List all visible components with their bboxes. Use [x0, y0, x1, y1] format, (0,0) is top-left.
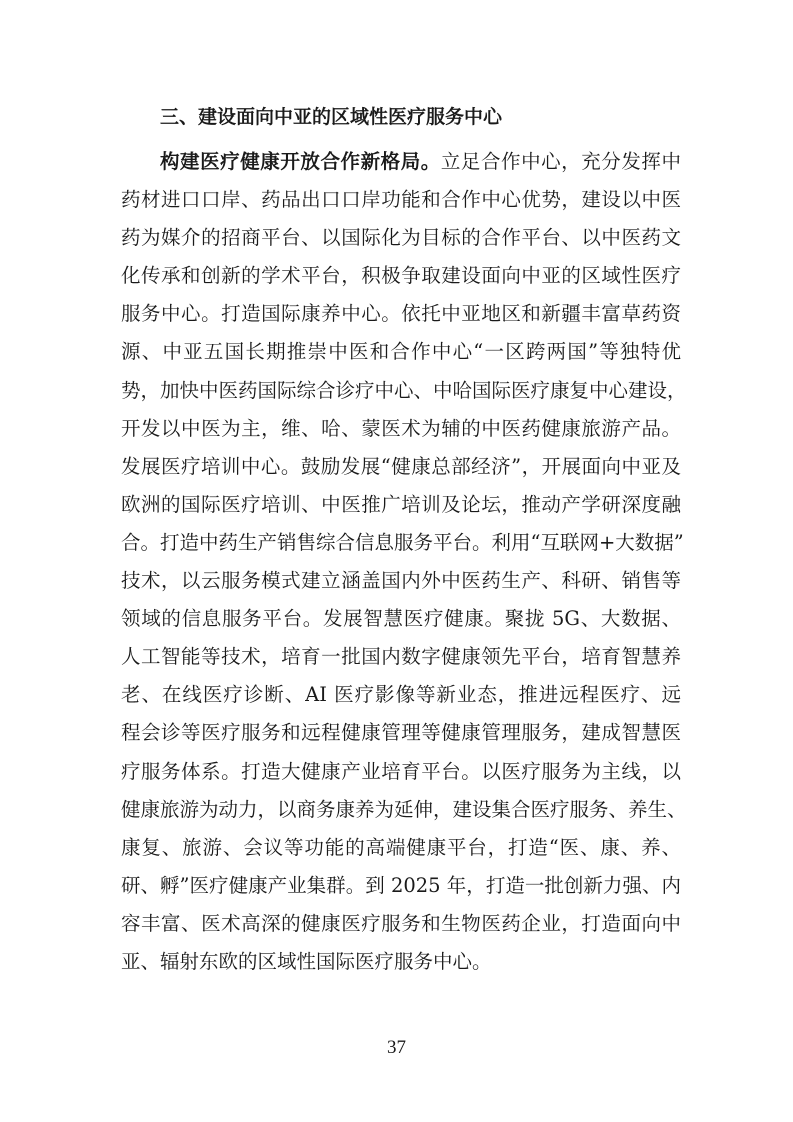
paragraph-line: 药材进口口岸、药品出口口岸功能和合作中心优势，建设以中医 — [121, 188, 681, 212]
paragraph-line: 程会诊等医疗服务和远程健康管理等健康管理服务，建成智慧医 — [121, 721, 681, 745]
paragraph-line: 老、在线医疗诊断、AI 医疗影像等新业态，推进远程医疗、远 — [121, 683, 681, 707]
paragraph-line: 合。打造中药生产销售综合信息服务平台。利用“互联网+大数据” — [121, 530, 684, 554]
paragraph-line: 势，加快中医药国际综合诊疗中心、中哈国际医疗康复中心建设， — [121, 378, 687, 402]
paragraph-line: 技术，以云服务模式建立涵盖国内外中医药生产、科研、销售等 — [121, 569, 681, 593]
paragraph-line: 领域的信息服务平台。发展智慧医疗健康。聚拢 5G、大数据、 — [121, 607, 681, 631]
paragraph-line: 康复、旅游、会议等功能的高端健康平台，打造“医、康、养、 — [121, 835, 681, 859]
paragraph-line: 发展医疗培训中心。鼓励发展“健康总部经济”，开展面向中亚及 — [121, 454, 681, 478]
paragraph-line: 健康旅游为动力，以商务康养为延伸，建设集合医疗服务、养生、 — [121, 797, 687, 821]
paragraph-line: 疗服务体系。打造大健康产业培育平台。以医疗服务为主线，以 — [121, 759, 681, 783]
paragraph-line-text: 立足合作中心，充分发挥中 — [440, 150, 681, 173]
paragraph-line: 源、中亚五国长期推崇中医和合作中心“一区跨两国”等独特优 — [121, 340, 681, 364]
paragraph-line — [121, 143, 681, 181]
paragraph-line: 服务中心。打造国际康养中心。依托中亚地区和新疆丰富草药资 — [121, 302, 681, 326]
paragraph-line: 开发以中医为主，维、哈、蒙医术为辅的中医药健康旅游产品。 — [121, 416, 681, 440]
paragraph-line: 人工智能等技术，培育一批国内数字健康领先平台，培育智慧养 — [121, 645, 681, 669]
body-paragraph — [121, 143, 687, 981]
page-number: 37 — [387, 1037, 406, 1058]
paragraph-line: 容丰富、医术高深的健康医疗服务和生物医药企业，打造面向中 — [121, 911, 681, 935]
paragraph-line: 药为媒介的招商平台、以国际化为目标的合作平台、以中医药文 — [121, 226, 681, 250]
paragraph-line: 欧洲的国际医疗培训、中医推广培训及论坛，推动产学研深度融 — [121, 492, 681, 516]
section-heading: 三、建设面向中亚的区域性医疗服务中心 — [160, 106, 503, 128]
paragraph-line: 研、孵”医疗健康产业集群。到 2025 年，打造一批创新力强、内 — [121, 873, 681, 897]
paragraph-lead: 构建医疗健康开放合作新格局。 — [160, 150, 441, 173]
paragraph-line: 亚、辐射东欧的区域性国际医疗服务中心。 — [121, 949, 492, 973]
paragraph-line: 化传承和创新的学术平台，积极争取建设面向中亚的区域性医疗 — [121, 264, 681, 288]
